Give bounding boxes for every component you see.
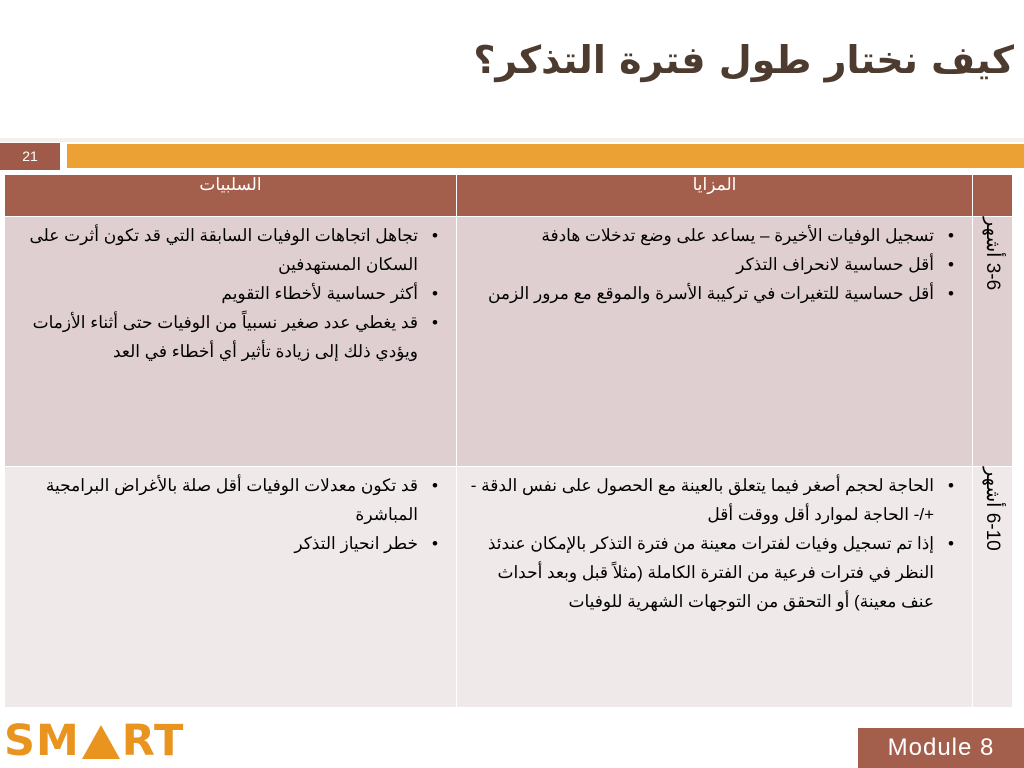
list-item: • إذا تم تسجيل وفيات لفترات معينة من فترة التذكر بالإمكان عندئذ النظر في فترات فرعية من الفترة الكاملة (مثلاً قبل وبعد أحداث عنف معينة) أو التحقق من التوجهات الشهرية للوفيات	[463, 529, 962, 616]
list-item: • أقل حساسية للتغيرات في تركيبة الأسرة والموقع مع مرور الزمن	[463, 279, 962, 308]
advantages-cell	[457, 467, 973, 708]
table-row	[5, 217, 1013, 467]
list-item: • قد يغطي عدد صغير نسبياً من الوفيات حتى أثناء الأزمات ويؤدي ذلك إلى زيادة تأثير أي أخطاء في العد	[11, 308, 446, 366]
module-badge: Module 8	[858, 728, 1024, 768]
row-label-cell	[973, 217, 1013, 467]
table-header-row	[5, 175, 1013, 217]
slide-number: 21	[0, 143, 60, 170]
list-item: • خطر انحياز التذكر	[11, 529, 446, 558]
disadvantages-header: السلبيات	[5, 175, 457, 217]
advantages-cell	[457, 217, 973, 467]
disadvantages-list	[11, 221, 446, 366]
accent-bar	[67, 144, 1024, 168]
disadvantages-cell	[5, 217, 457, 467]
list-item: • الحاجة لحجم أصغر فيما يتعلق بالعينة مع الحصول على نفس الدقة - +/- الحاجة لموارد أقل ووقت أقل	[463, 471, 962, 529]
disadvantages-list	[11, 471, 446, 558]
list-item: • تسجيل الوفيات الأخيرة – يساعد على وضع تدخلات هادفة	[463, 221, 962, 250]
slide-title: كيف نختار طول فترة التذكر؟	[473, 38, 1014, 82]
list-item: • قد تكون معدلات الوفيات أقل صلة بالأغراض البرامجية المباشرة	[11, 471, 446, 529]
list-item: • أكثر حساسية لأخطاء التقويم	[11, 279, 446, 308]
advantages-header: المزايا	[457, 175, 973, 217]
comparison-table	[4, 174, 1013, 708]
logo-triangle-icon	[82, 725, 120, 759]
row-label-header	[973, 175, 1013, 217]
advantages-list	[463, 221, 962, 308]
row-label-cell	[973, 467, 1013, 708]
logo-text-end: RT	[121, 716, 185, 766]
advantages-list	[463, 471, 962, 616]
list-item: • تجاهل اتجاهات الوفيات السابقة التي قد تكون أثرت على السكان المستهدفين	[11, 221, 446, 279]
title-divider	[0, 138, 1024, 142]
table-row	[5, 467, 1013, 708]
logo-text-start: SM	[4, 716, 80, 766]
smart-logo	[4, 718, 184, 764]
row-label: 3-6 أشهر	[982, 217, 1003, 291]
row-label: 6-10 أشهر	[982, 467, 1003, 551]
disadvantages-cell	[5, 467, 457, 708]
list-item: • أقل حساسية لانحراف التذكر	[463, 250, 962, 279]
